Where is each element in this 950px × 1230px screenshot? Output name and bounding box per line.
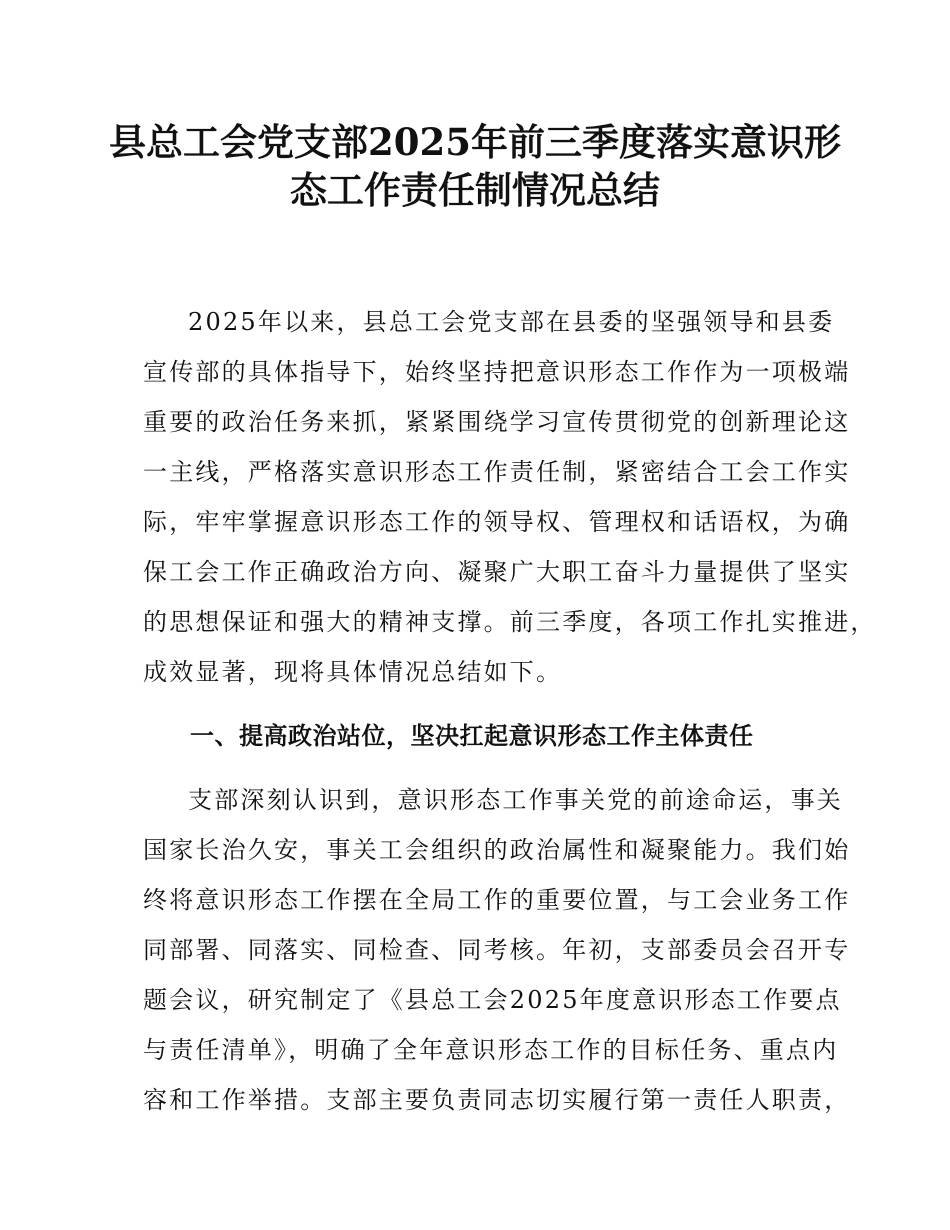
document-title-line-1: 县总工会党支部2025年前三季度落实意识形: [109, 120, 841, 164]
paragraph-line: 国家长治久安，事关工会组织的政治属性和凝聚能力。我们始: [143, 836, 851, 864]
section-heading-1: 一、提高政治站位，坚决扛起意识形态工作主体责任: [190, 722, 754, 750]
paragraph-line: 保工会工作正确政治方向、凝聚广大职工奋斗力量提供了坚实: [143, 558, 851, 586]
paragraph-line: 容和工作举措。支部主要负责同志切实履行第一责任人职责，: [143, 1086, 851, 1114]
paragraph-line: 2025年以来，县总工会党支部在县委的坚强领导和县委: [188, 308, 835, 336]
paragraph-line: 终将意识形态工作摆在全局工作的重要位置，与工会业务工作: [143, 886, 851, 914]
paragraph-line: 重要的政治任务来抓，紧紧围绕学习宣传贯彻党的创新理论这: [143, 408, 851, 436]
paragraph-line: 与责任清单》，明确了全年意识形态工作的目标任务、重点内: [143, 1036, 839, 1064]
document-title-line-2: 态工作责任制情况总结: [290, 168, 660, 212]
paragraph-line: 题会议，研究制定了《县总工会2025年度意识形态工作要点: [143, 986, 842, 1014]
paragraph-line: 支部深刻认识到，意识形态工作事关党的前途命运，事关: [188, 786, 843, 814]
paragraph-line: 同部署、同落实、同检查、同考核。年初，支部委员会召开专: [143, 936, 851, 964]
paragraph-line: 成效显著，现将具体情况总结如下。: [143, 658, 563, 686]
paragraph-line: 一主线，严格落实意识形态工作责任制，紧密结合工会工作实: [143, 458, 851, 486]
paragraph-line: 的思想保证和强大的精神支撑。前三季度，各项工作扎实推进，: [143, 608, 877, 636]
paragraph-line: 宣传部的具体指导下，始终坚持把意识形态工作作为一项极端: [143, 358, 851, 386]
paragraph-line: 际，牢牢掌握意识形态工作的领导权、管理权和话语权，为确: [143, 508, 851, 536]
